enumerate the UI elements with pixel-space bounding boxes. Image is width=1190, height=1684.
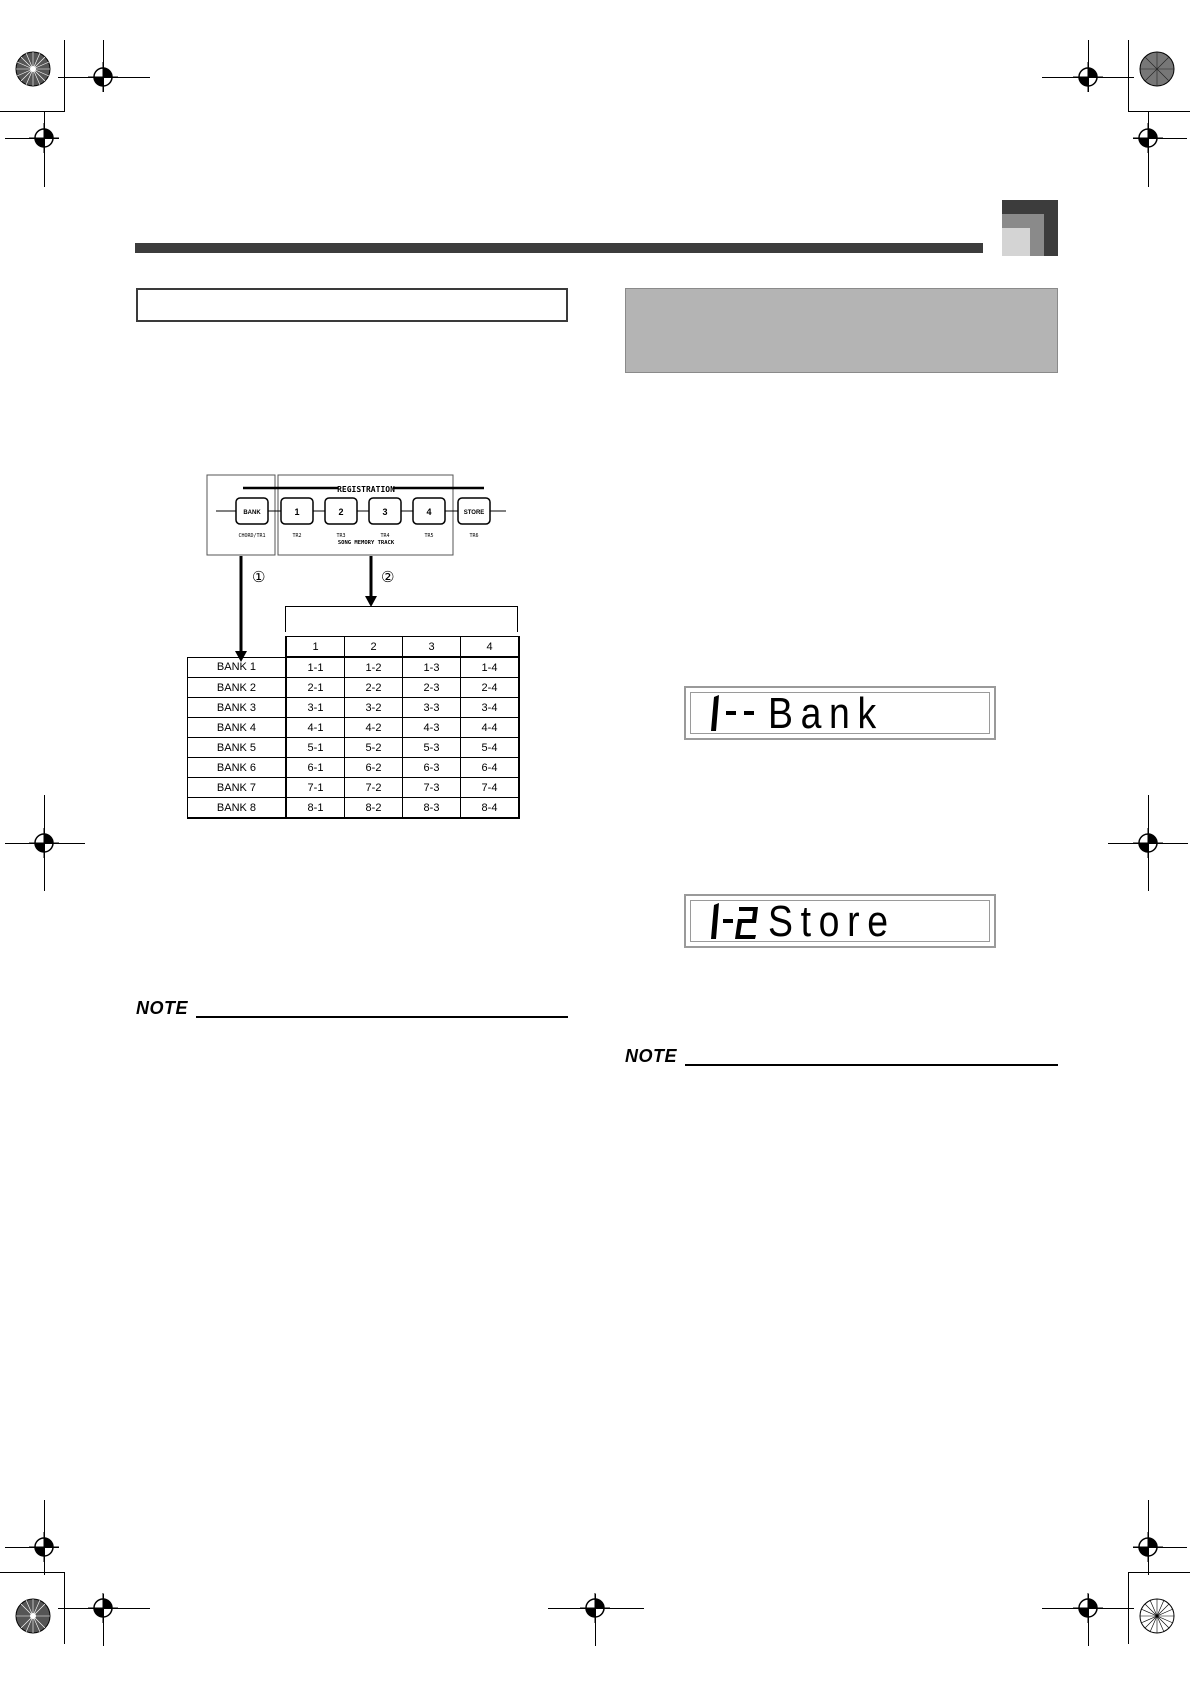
- table-caption-box: [285, 606, 518, 632]
- note-rule-right: [685, 1064, 1058, 1066]
- table-row: [188, 738, 520, 758]
- table-cell: 4-2: [345, 718, 403, 738]
- table-cell: 5-2: [345, 738, 403, 758]
- table-header-row: [188, 637, 520, 658]
- lcd-display-store: [684, 894, 996, 948]
- table-cell: 7-1: [286, 778, 345, 798]
- note-heading-right: NOTE: [625, 1046, 678, 1066]
- table-row: [188, 798, 520, 819]
- table-cell: 1-4: [461, 657, 520, 678]
- header-bar: [135, 243, 983, 253]
- registration-target-icon: [1073, 62, 1103, 92]
- table-cell: 2-3: [403, 678, 461, 698]
- table-row: [188, 678, 520, 698]
- table-cell: 1-2: [345, 657, 403, 678]
- note-rule-left: [196, 1016, 568, 1018]
- table-cell: 2-2: [345, 678, 403, 698]
- table-cell: 3-2: [345, 698, 403, 718]
- table-cell: 8-2: [345, 798, 403, 819]
- table-cell: 7-2: [345, 778, 403, 798]
- registration-table: [187, 636, 520, 819]
- track-label: TR6: [469, 533, 479, 539]
- marker-one: ①: [252, 568, 266, 586]
- table-cell: 8-1: [286, 798, 345, 819]
- bank-label: BANK 1: [188, 657, 287, 678]
- crop-line: [0, 111, 64, 112]
- column-header: 3: [403, 637, 461, 658]
- crop-line: [0, 1572, 64, 1573]
- registration-target-icon: [1133, 1532, 1163, 1562]
- registration-target-icon: [29, 123, 59, 153]
- store-button-label: STORE: [463, 510, 485, 516]
- table-cell: 3-3: [403, 698, 461, 718]
- table-row: [188, 718, 520, 738]
- table-row: [188, 657, 520, 678]
- table-cell: 4-4: [461, 718, 520, 738]
- lcd-digits: [704, 691, 764, 735]
- lcd-text: Bank: [768, 689, 884, 738]
- table-cell: 1-3: [403, 657, 461, 678]
- lcd-digits: [704, 899, 764, 943]
- registration-target-icon: [580, 1593, 610, 1623]
- bank-label: BANK 4: [188, 718, 287, 738]
- track-label: TR2: [292, 533, 302, 539]
- registration-target-icon: [1133, 123, 1163, 153]
- track-label: TR4: [380, 533, 390, 539]
- track-label: CHORD/TR1: [238, 533, 266, 539]
- bank-label: BANK 5: [188, 738, 287, 758]
- color-rosette-icon: [1139, 1598, 1175, 1634]
- table-cell: 7-4: [461, 778, 520, 798]
- song-memory-track-label: SONG MEMORY TRACK: [337, 540, 395, 546]
- track-label: TR3: [336, 533, 346, 539]
- table-row: [188, 758, 520, 778]
- registration-target-icon: [1133, 828, 1163, 858]
- crop-line: [1128, 1572, 1190, 1573]
- crop-line: [1128, 40, 1129, 112]
- section-heading-box: [625, 288, 1058, 373]
- table-cell: 8-3: [403, 798, 461, 819]
- table-cell: 5-4: [461, 738, 520, 758]
- table-cell: 3-1: [286, 698, 345, 718]
- table-cell: 2-4: [461, 678, 520, 698]
- bank-label: BANK 2: [188, 678, 287, 698]
- section-title-box: [136, 288, 568, 322]
- table-cell: 6-3: [403, 758, 461, 778]
- lcd-display-bank: [684, 686, 996, 740]
- table-row: [188, 698, 520, 718]
- color-rosette-icon: [15, 51, 51, 87]
- table-cell: 6-1: [286, 758, 345, 778]
- crop-line: [1128, 111, 1190, 112]
- color-rosette-icon: [15, 1598, 51, 1634]
- table-cell: 2-1: [286, 678, 345, 698]
- bank-label: BANK 8: [188, 798, 287, 819]
- lcd-text: Store: [768, 897, 896, 946]
- table-row: [188, 778, 520, 798]
- crop-line: [64, 40, 65, 112]
- registration-3-button-label: 3: [382, 507, 388, 517]
- table-cell: 6-4: [461, 758, 520, 778]
- registration-target-icon: [29, 1532, 59, 1562]
- bank-label: BANK 7: [188, 778, 287, 798]
- table-cell: 4-1: [286, 718, 345, 738]
- note-heading-left: NOTE: [136, 998, 189, 1018]
- registration-target-icon: [1073, 1593, 1103, 1623]
- table-cell: 6-2: [345, 758, 403, 778]
- registration-target-icon: [88, 62, 118, 92]
- registration-target-icon: [29, 828, 59, 858]
- column-header: 1: [286, 637, 345, 658]
- column-header: 2: [345, 637, 403, 658]
- table-cell: 8-4: [461, 798, 520, 819]
- marker-two: ②: [381, 568, 395, 586]
- registration-target-icon: [88, 1593, 118, 1623]
- registration-1-button-label: 1: [294, 507, 300, 517]
- table-cell: 5-1: [286, 738, 345, 758]
- column-header: 4: [461, 637, 520, 658]
- bank-button-label: BANK: [243, 510, 261, 516]
- track-label: TR5: [424, 533, 434, 539]
- table-cell: 1-1: [286, 657, 345, 678]
- color-rosette-icon: [1139, 51, 1175, 87]
- registration-2-button-label: 2: [338, 507, 344, 517]
- bank-label: BANK 3: [188, 698, 287, 718]
- table-cell: 7-3: [403, 778, 461, 798]
- table-cell: 3-4: [461, 698, 520, 718]
- table-cell: 5-3: [403, 738, 461, 758]
- table-cell: 4-3: [403, 718, 461, 738]
- bank-label: BANK 6: [188, 758, 287, 778]
- registration-4-button-label: 4: [426, 507, 432, 517]
- panel-heading: REGISTRATION: [337, 485, 395, 494]
- section-tab-mark: [1002, 200, 1058, 256]
